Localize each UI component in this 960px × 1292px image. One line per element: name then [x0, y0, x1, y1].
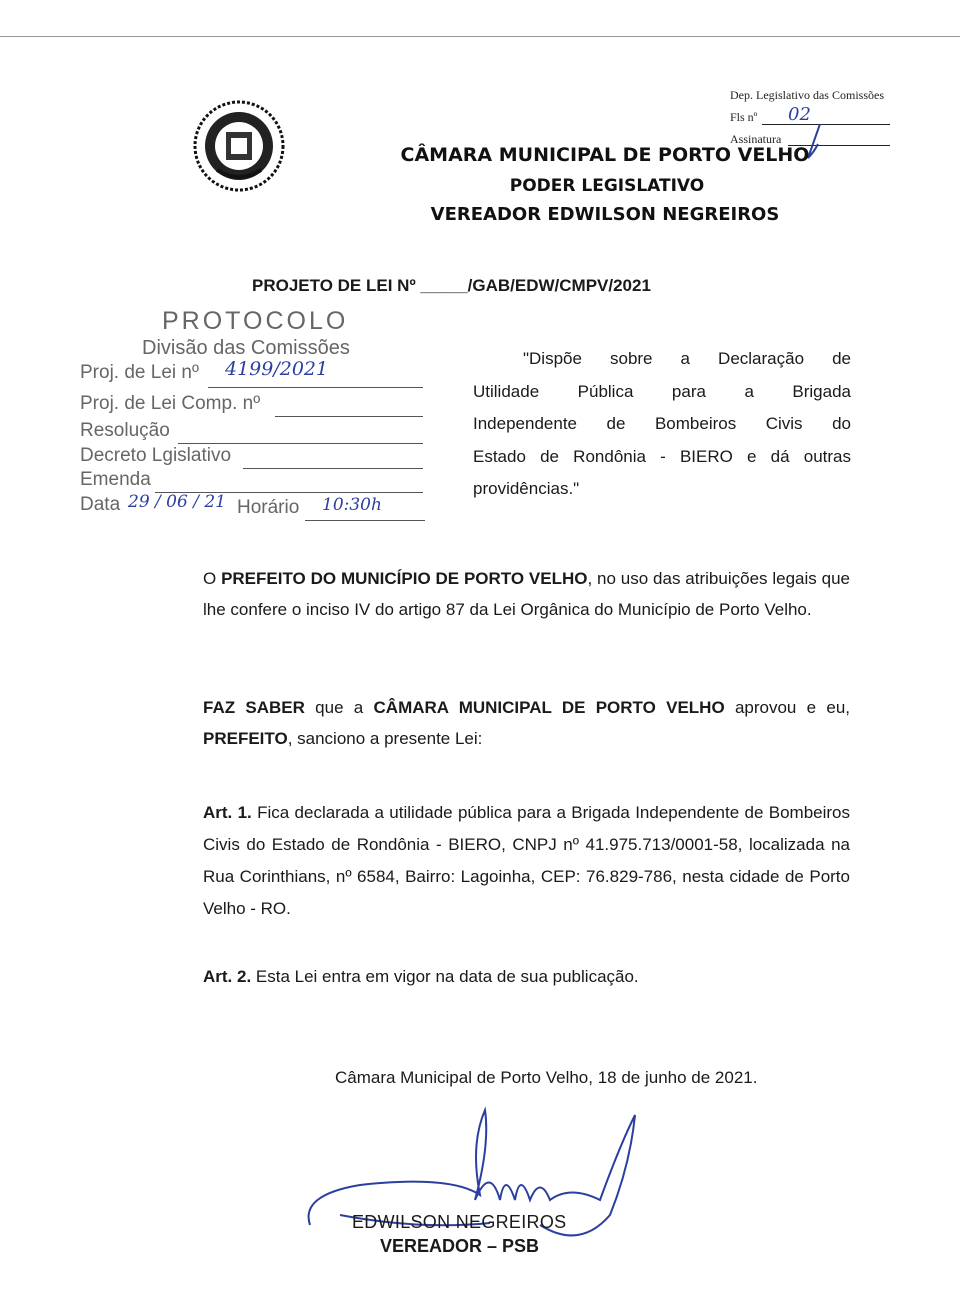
bill-summary: [473, 343, 851, 506]
article-2: [145, 961, 850, 992]
bill-title: PROJETO DE LEI Nº _____/GAB/EDW/CMPV/2021: [252, 276, 651, 295]
article-label: Art. 2.: [203, 967, 252, 986]
article-label: Art. 1.: [203, 803, 252, 822]
summary-line: providências.": [473, 479, 580, 498]
article-1: [145, 797, 850, 925]
header-power: PODER LEGISLATIVO: [509, 176, 705, 196]
protocol-row-label: Emenda: [80, 469, 151, 490]
place-date: Câmara Municipal de Porto Velho, 18 de junho de 2021.: [335, 1068, 758, 1087]
paragraph-preamble: [145, 563, 850, 625]
field-line: [305, 520, 425, 521]
protocol-row-label: Proj. de Lei Comp. nº: [80, 393, 261, 414]
summary-line: "Dispõe sobre a Declaração de: [523, 349, 851, 368]
protocol-row-label: Proj. de Lei nº: [80, 362, 199, 383]
field-line: [243, 468, 423, 469]
protocol-row-label: Decreto Lgislativo: [80, 445, 232, 466]
protocol-time-value: 10:30h: [322, 495, 382, 515]
protocol-title: PROTOCOLO: [162, 307, 349, 335]
text: , no uso das atribuições legais que lhe confere o inciso IV do artigo 87 da Lei Orgânica do Município de Porto Velho.: [203, 569, 850, 619]
summary-line: Independente de Bombeiros Civis do: [473, 414, 851, 433]
fls-label: Fls nº: [730, 110, 758, 124]
text: que a: [304, 698, 374, 717]
mayor-bold: PREFEITO DO MUNICÍPIO DE PORTO VELHO: [221, 569, 588, 588]
prefeito-bold: PREFEITO: [203, 729, 288, 748]
summary-line: Estado de Rondônia - BIERO e dá outras: [473, 446, 851, 466]
text: O: [203, 569, 222, 588]
header-councilor: VEREADOR EDWILSON NEGREIROS: [430, 204, 780, 225]
municipal-crest-logo: [193, 100, 285, 192]
chamber-bold: CÂMARA MUNICIPAL DE PORTO VELHO: [373, 698, 725, 717]
summary-line: Utilidade Pública para a Brigada: [473, 381, 851, 401]
field-line: [275, 416, 423, 417]
signatory-role: VEREADOR – PSB: [380, 1236, 540, 1256]
fls-value: 02: [788, 104, 811, 125]
article-text: Esta Lei entra em vigor na data de sua publicação.: [251, 967, 639, 986]
protocol-date-value: 29 / 06 / 21: [128, 492, 226, 512]
scan-edge-line: [0, 36, 960, 37]
field-line: [208, 387, 423, 388]
protocol-row-label: Resolução: [80, 420, 170, 441]
signatory-name: EDWILSON NEGREIROS: [352, 1212, 567, 1232]
text: , sanciono a presente Lei:: [287, 729, 483, 748]
protocol-bill-number: 4199/2021: [225, 358, 329, 380]
field-line: [178, 443, 423, 444]
article-text: Fica declarada a utilidade pública para a Brigada Independente de Bombeiros Civis do Estado de Rondônia - BIERO, CNPJ nº 41.975.713/0001-58, localizada na Rua Corinthians, nº 6584, Bairro: Lagoinha, CEP: 76.829-786, nesta cidade de Porto Velho - RO.: [203, 803, 850, 918]
protocol-subtitle: Divisão das Comissões: [142, 337, 350, 359]
text: aprovou e eu,: [724, 698, 851, 717]
paragraph-enactment: [145, 692, 850, 754]
stamp-title: Dep. Legislativo das Comissões: [730, 88, 884, 102]
faz-saber: FAZ SABER: [203, 698, 305, 717]
header-chamber: CÂMARA MUNICIPAL DE PORTO VELHO: [400, 144, 810, 166]
protocol-date-label: Data: [80, 494, 121, 515]
signature-label: Assinatura: [730, 132, 782, 146]
protocol-time-label: Horário: [237, 497, 300, 518]
